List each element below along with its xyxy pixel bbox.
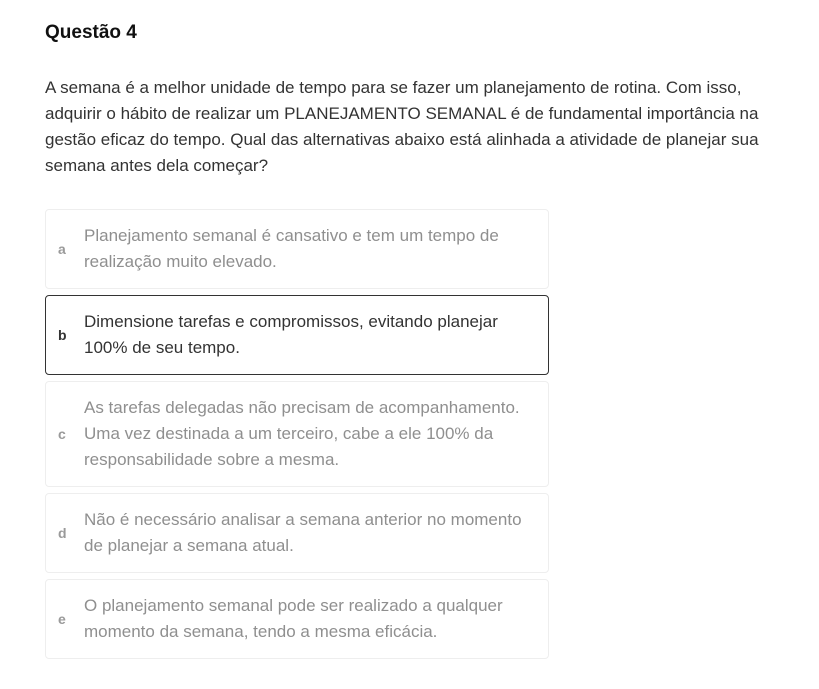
option-letter: b	[58, 327, 67, 343]
option-b[interactable]	[45, 295, 549, 375]
option-letter: e	[58, 611, 66, 627]
answer-options	[45, 209, 549, 665]
option-text: As tarefas delegadas não precisam de acompanhamento. Uma vez destinada a um terceiro, cabe a ele 100% da responsabilidade sobre a mesma.	[84, 398, 520, 469]
option-d[interactable]	[45, 493, 549, 573]
question-text: A semana é a melhor unidade de tempo para se fazer um planejamento de rotina. Com isso, adquirir o hábito de realizar um PLANEJAMENTO SEMANAL é de fundamental importância na gestão eficaz do tempo. Qual das alternativas abaixo está alinhada a atividade de planejar sua semana antes dela começar?	[45, 78, 759, 175]
option-c[interactable]	[45, 381, 549, 487]
option-text: Dimensione tarefas e compromissos, evitando planejar 100% de seu tempo.	[84, 312, 498, 357]
option-e[interactable]	[45, 579, 549, 659]
option-letter: c	[58, 426, 66, 442]
option-text: Não é necessário analisar a semana anterior no momento de planejar a semana atual.	[84, 510, 522, 555]
option-a[interactable]	[45, 209, 549, 289]
option-letter: d	[58, 525, 67, 541]
option-text: Planejamento semanal é cansativo e tem um tempo de realização muito elevado.	[84, 226, 499, 271]
option-text: O planejamento semanal pode ser realizado a qualquer momento da semana, tendo a mesma eficácia.	[84, 596, 503, 641]
option-letter: a	[58, 241, 66, 257]
question-title: Questão 4	[45, 22, 137, 43]
